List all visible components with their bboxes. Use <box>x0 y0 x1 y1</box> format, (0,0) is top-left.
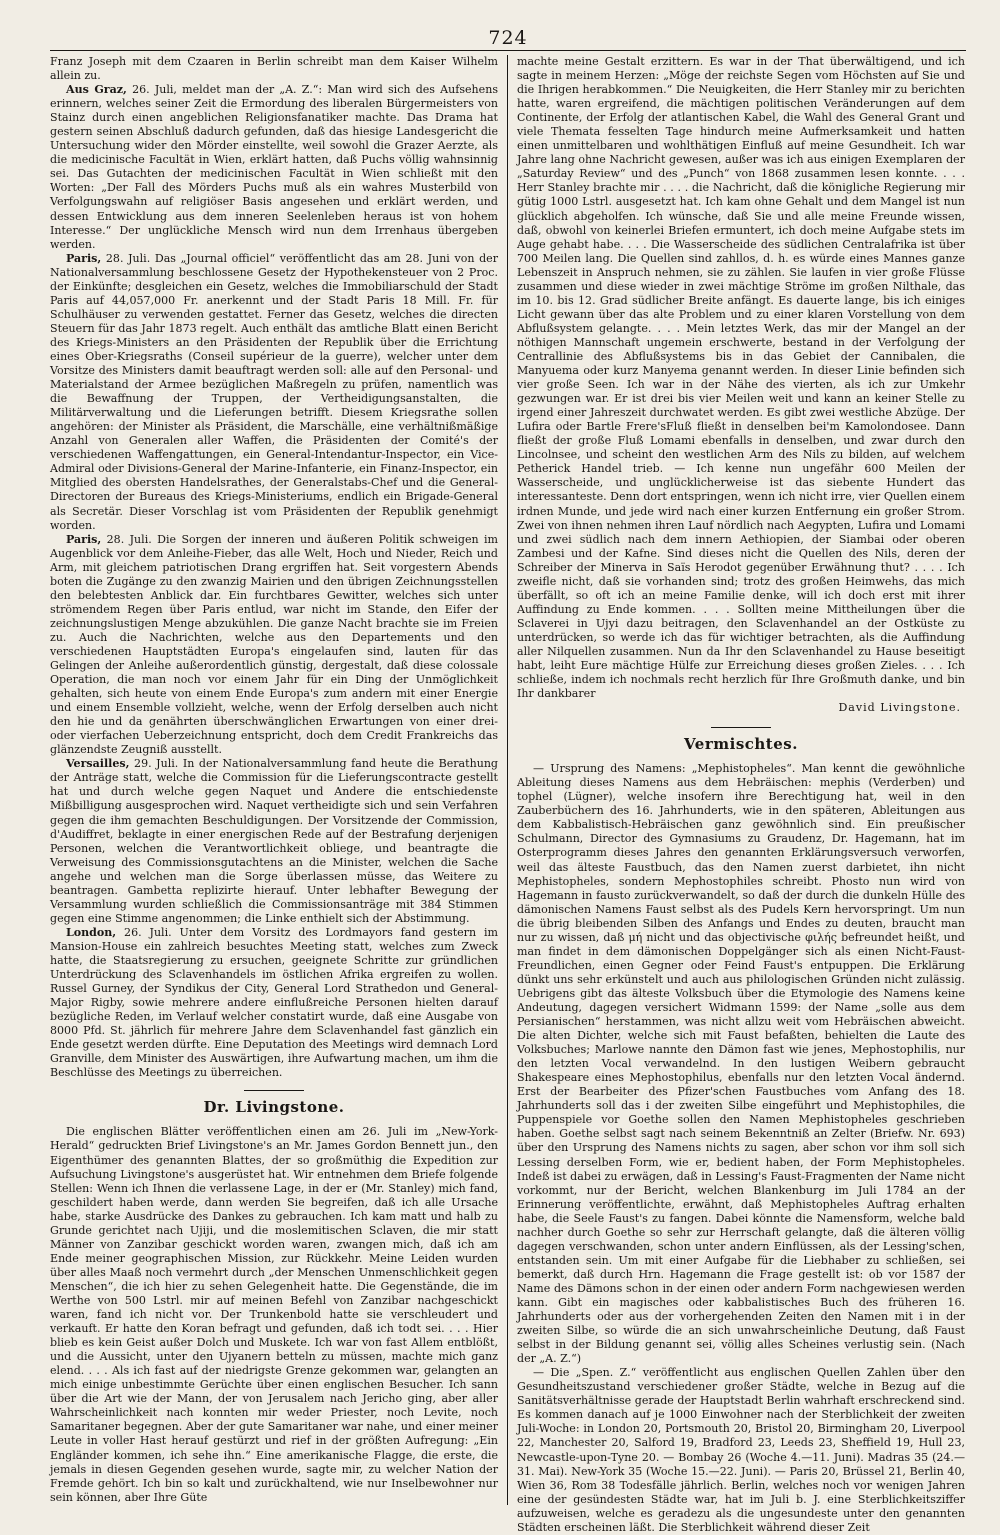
section-heading-vermischtes: Vermischtes. <box>684 735 798 754</box>
page-number: 724 <box>488 27 528 49</box>
dateline-paris-2: Paris, <box>66 532 102 546</box>
dateline-london: London, <box>66 925 117 939</box>
section-rule-livingstone <box>244 1090 304 1091</box>
london-text: 26. Juli. Unter dem Vorsitz des Lordmayors fand gestern im Mansion-House ein zahlreich besuchtes Meeting statt, welches zum Zweck hatte, die Staatsregierung zu ersuchen, geeignete Schritte zur gründlichen Unterdrückung des Sclavenhandels im östlichen Afrika ergreifen zu wollen. Russel Gurney, der Syndikus der City, General Lord Strathedon und General-Major Rigby, sowie mehrere andere einflußreiche Personen hielten darauf bezügliche Reden, im Verlauf welcher constatirt wurde, daß eine Ausgabe von 8000 Pfd. St. jährlich für mehrere Jahre dem Sclavenhandel fast gänzlich ein Ende gesetzt werden dürfte. Eine Deputation des Meetings wird demnach Lord Granville, dem Minister des Auswärtigen, ihre Aufwartung machen, um ihm die Beschlüsse des Meetings zu überreichen. <box>50 925 498 1080</box>
left-paragraph-1: Franz Joseph mit dem Czaaren in Berlin schreibt man dem Kaiser Wilhelm allein zu. <box>50 55 498 83</box>
versailles-text: 29. Juli. In der Nationalversammlung fand heute die Berathung der Anträge statt, welche die Commission für die Lieferungscontracte gestellt hat und durch welche gegen Naquet und Andere die entschiedenste Mißbilligung ausgesprochen wird. Naquet vertheidigte sich und sein Verfahren gegen die ihm gemachten Beschuldigungen. Der Vorsitzende der Commission, d'Audiffret, beklagte in einer energischen Rede auf der Bestrafung derjenigen Personen, welchen die Verantwortlichkeit obliege, und beantragte die Verweisung des Commissionsgutachtens an die Minister, welchen die Sache angehe und welchen man die Sorge überlassen müsse, das Weitere zu beantragen. Gambetta replizirte hierauf. Unter lebhafter Bewegung der Versammlung wurden schließlich die Commissionsanträge mit 384 Stimmen gegen eine Stimme angenommen; die Linke enthielt sich der Abstimmung. <box>50 757 498 925</box>
mephistopheles-article: — Ursprung des Namens: „Mephistopheles“. Man kennt die gewöhnliche Ableitung dieses Namens aus dem Hebräischen: mephis (Verderben) und tophel (Lügner), welche insofern ihre Berechtigung hat, weil in den Zauberbüchern des 16. Jahrhunderts, wie in den späteren, Ableitungen aus dem Kabbalistisch-Hebräischen ganz gewöhnlich sind. Ein preußischer Schulmann, Director des Gymnasiums zu Graudenz, Dr. Hagemann, hat im Osterprogramm dieses Jahres den genannten Erklärungsversuch verworfen, weil das älteste Faustbuch, das den Namen zuerst darbietet, ihn nicht Mephistopheles, sondern Mephostophiles schreibt. Phosto nun wird von Hagemann in fausto zurückverwandelt, so daß der durch die dunkeln Hülle des dämonischen Namens Faust selbst als des Pudels Kern hervorspringt. Um nun die übrig bleibenden Silben des Anfangs und Endes zu deuten, braucht man nur zu wissen, daß μή nicht und das objectivische φιλής befreundet heißt, und man findet in dem dämonischen Doppelgänger sich als einen Nicht-Faust-Freundlichen, einen Gegner oder Feind Faust's entpuppen. Die Erklärung dünkt uns sehr erkünstelt und auch aus philologischen Gründen nicht zulässig. Uebrigens gibt das älteste Volksbuch über die Etymologie des Namens keine Andeutung, dagegen versichert Widmann 1599: der Name „solle aus dem Persianischen“ herstammen, was nicht allzu weit vom Hebräischen abweicht. Die alten Dichter, welche sich mit Faust befaßten, behielten die Laute des Volksbuches; Marlowe nannte den Dämon fast wie jenes, Mephostophilis, nur den letzten Vocal verwandelnd. In den lustigen Weibern gebraucht Shakespeare eines Mephostophilus, ebenfalls nur den letzten Vocal ändernd. Erst der Bearbeiter des Pfizer'schen Faustbuches vom Anfang des 18. Jahrhunderts soll das i der zweiten Silbe eingeführt und Mephistophiles, die Puppenspiele vor Goethe sollen den Namen Mephistopheles geschrieben haben. Goethe selbst sagt nach seinem Bekenntniß an Zelter (Briefw. Nr. 693) über den Ursprung des Namens nichts zu sagen, aber schon vor ihm soll sich Lessing derselben Form, wie er, bedient haben, der Form Mephistopheles. Indeß ist dabei zu erwägen, daß in Lessing's Faust-Fragmenten der Name nicht vorkommt, nur der Bericht, welchen Blankenburg im Juli 1784 an der Erinnerung veröffentlichte, erwähnt, daß Mephistopheles Auftrag erhalten habe, die Seele Faust's zu fangen. Dabei könnte die Namensform, welche bald nachher durch Goethe so sehr zur Herrschaft gelangte, daß die älteren völlig dagegen verschwanden, schon unter andern Einflüssen, als der Lessing'schen, entstanden sein. Um mit einer Aufgabe für die Liebhaber zu schließen, sei bemerkt, daß durch Hrn. Hagemann die Frage gestellt ist: ob vor 1587 der Name des Dämons schon in der einen oder andern Form nachgewiesen werden kann. Gibt ein magisches oder kabbalistisches Buch des früheren 16. Jahrhunderts oder aus der vorhergehenden Zeiten den Namen mit i in der zweiten Silbe, so würde die an sich unwahrscheinliche Deutung, daß Faust selbst in der Bildung genannt sei, völlig alles Scheines verlustig sein. (Nach der „A. Z.“) <box>517 762 965 1366</box>
paris-text-1: 28. Juli. Das „Journal officiel“ veröffentlicht das am 28. Juni von der Nationalversammlung beschlossene Gesetz der Hypothekensteuer von 2 Proc. der Einkünfte; desgleichen ein Gesetz, welches die Immobiliarschuld der Stadt Paris auf 44,057,000 Fr. anerkennt und der Stadt Paris 18 Mill. Fr. für Schulhäuser zu verwenden gestattet. Ferner das Gesetz, welches die directen Steuern für das Jahr 1873 regelt. Auch enthält das amtliche Blatt einen Bericht des Kriegs-Ministers an den Präsidenten der Republik über die Errichtung eines Ober-Kriegsraths (Conseil supérieur de la guerre), welcher unter dem Vorsitze des Ministers damit beauftragt werden soll: alle auf den Personal- und Materialstand der Armee bezüglichen Maßregeln zu prüfen, namentlich was die Bewaffnung der Truppen, der Vertheidigungsanstalten, die Militärverwaltung und die Lieferungen betrifft. Diesem Kriegsrathe sollen angehören: der Minister als Präsident, die Marschälle, eine verhältnißmäßige Anzahl von Generalen aller Waffen, die Präsidenten der Comité's der verschiedenen Waffengattungen, ein General-Intendantur-Inspector, ein Vice-Admiral oder Divisions-General der Marine-Infanterie, ein Finanz-Inspector, ein Mitglied des obersten Handelsrathes, der Generalstabs-Chef und die General-Directoren der Bureaus des Kriegs-Ministeriums, endlich ein Brigade-General als Secretär. Dieser Vorschlag ist vom Präsidenten der Republik genehmigt worden. <box>50 251 498 532</box>
right-column <box>508 55 965 1534</box>
graz-report <box>50 83 498 252</box>
london-report <box>50 926 498 1081</box>
graz-text: 26. Juli, meldet man der „A. Z.“: Man wird sich des Aufsehens erinnern, welches seiner Zeit die Ermordung des liberalen Bürgermeisters von Stainz durch einen angeblichen Religionsfanatiker machte. Das Drama hat gestern seinen Abschluß dadurch gefunden, daß das hiesige Landesgericht die Untersuchung wider den Mörder einstellte, weil sowohl die Grazer Aerzte, als die medicinische Facultät in Wien, erklärt hatten, daß Puchs völlig wahnsinnig sei. Das Gutachten der medicinischen Facultät in Wien schließt mit den Worten: „Der Fall des Mörders Puchs muß als ein wahres Musterbild von Verfolgungswahn auf religiöser Basis angesehen und erklärt werden, und dessen Entwicklung aus dem inneren Seelenleben heraus ist von hohem Interesse.“ Der unglückliche Mensch wird nun dem Irrenhaus übergeben werden. <box>50 83 498 251</box>
paris-text-2: 28. Juli. Die Sorgen der inneren und äußeren Politik schweigen im Augenblick vor dem Anleihe-Fieber, das alle Welt, Hoch und Nieder, Reich und Arm, mit gleichem patriotischen Drang ergriffen hat. Seit vorgestern Abends boten die Zugänge zu den zwanzig Mairien und den übrigen Zeichnungsstellen den belebtesten Anblick dar. Ein furchtbares Gewitter, welches sich unter strömendem Regen über Paris entlud, war nicht im Stande, den Eifer der zeichnungslustigen Menge abzukühlen. Die ganze Nacht brachte sie im Freien zu. Auch die Nachrichten, welche aus den Departements und den verschiedenen Hauptstädten Europa's eingelaufen sind, lauten für das Gelingen der Anleihe außerordentlich günstig, dergestalt, daß diese colossale Operation, die man noch vor einem Jahr für ein Ding der Unmöglichkeit gehalten, sich heute von einem Ende Europa's zum andern mit einer Energie und einem Ensemble vollzieht, welche, wenn der Erfolg derselben auch nicht den hie und da genährten überschwänglichen Erwartungen von einer drei- oder vierfachen Ueberzeichnung entspricht, doch dem Credit Frankreichs das glänzendste Zeugniß ausstellt. <box>50 532 499 757</box>
dateline-versailles: Versailles, <box>66 757 130 771</box>
columns <box>50 55 966 1534</box>
livingstone-letter-part-1: Die englischen Blätter veröffentlichen einen am 26. Juli im „New-York-Herald“ gedruckten Brief Livingstone's an Mr. James Gordon Bennett jun., den Eigenthümer des genannten Blattes, der so großmüthig die Expedition zur Aufsuchung Livingstone's ausgerüstet hat. Wir entnehmen dem Briefe folgende Stellen: Wenn ich Ihnen die verlassene Lage, in der er (Mr. Stanley) mich fand, geschildert haben werde, dann werden Sie begreifen, daß ich alle Ursache habe, starke Ausdrücke des Dankes zu gebrauchen. Ich kam matt und halb zu Grunde gerichtet nach Ujiji, und die moslemitischen Sclaven, die mir statt Männer von Zanzibar geschickt worden waren, zwangen mich, daß ich am Ende meiner geographischen Mission, zur Rückkehr. Meine Leiden wurden über alles Maaß noch vermehrt durch „der Menschen Unmenschlichkeit gegen Menschen“, die ich hier zu sehen Gelegenheit hatte. Die Gegenstände, die im Werthe von 500 Lstrl. mir auf meinen Befehl von Zanzibar nachgeschickt waren, fand ich nicht vor. Der Trunkenbold hatte sie verschleudert und verkauft. Er hatte den Koran befragt und gefunden, daß ich todt sei. . . . Hier blieb es kein Geist außer Dolch und Muskete. Ich war von fast Allem entblößt, und die Aussicht, unter den Ujyanern betteln zu müssen, machte mich ganz elend. . . . Als ich fast auf der niedrigste Grenze gekommen war, gelangten an mich einige unbestimmte Gerüchte über einen englischen Besucher. Ich sann über die Art wie der Mann, der von Jerusalem nach Jericho ging, aber aller Wahrscheinlichkeit nach konnten mir weder Priester, noch Levite, noch Samaritaner begegnen. Aber der gute Samaritaner war nahe, und einer meiner Leute in voller Hast herauf gestürzt und rief in der größten Aufregung: „Ein Engländer kommen, ich sehe ihn.“ Eine amerikanische Flagge, die erste, die jemals in diesen Gegenden gesehen wurde, sagte mir, zu welcher Nation der Fremde gehört. Ich bin so kalt und zurückhaltend, wie nur Inselbewohner nur sein können, aber Ihre Güte <box>50 1125 498 1504</box>
section-rule-vermischtes <box>711 727 771 728</box>
mortality-article: — Die „Spen. Z.“ veröffentlicht aus englischen Quellen Zahlen über den Gesundheitszustand verschiedener großer Städte, welche in Bezug auf die Sanitätsverhältnisse gerade der Hauptstadt Berlin wahrhaft erschreckend sind. Es kommen danach auf je 1000 Einwohner nach der Sterblichkeit der zweiten Juli-Woche: in London 20, Portsmouth 20, Bristol 20, Birmingham 20, Liverpool 22, Manchester 20, Salford 19, Bradford 23, Leeds 23, Sheffield 19, Hull 23, Newcastle-upon-Tyne 20. — Bombay 26 (Woche 4.—11. Juni). Madras 35 (24.—31. Mai). New-York 35 (Woche 15.—22. Juni). — Paris 20, Brüssel 21, Berlin 40, Wien 36, Rom 38 Todesfälle jährlich. Berlin, welches noch vor wenigen Jahren eine der gesündesten Städte war, hat im Juli b. J. eine Sterblichkeitsziffer aufzuweisen, welche es geradezu als die ungesundeste unter den genannten Städten erscheinen läßt. Die Sterblichkeit während dieser Zeit <box>517 1366 965 1534</box>
dateline-paris-1: Paris, <box>66 251 102 265</box>
signature: David Livingstone. <box>838 701 961 715</box>
top-rule <box>50 50 966 51</box>
versailles-report <box>50 757 498 926</box>
section-heading-livingstone: Dr. Livingstone. <box>203 1098 345 1117</box>
dateline-graz: Aus Graz, <box>66 83 127 97</box>
paris-report-1 <box>50 252 498 533</box>
left-column <box>50 55 507 1505</box>
livingstone-letter-part-2: machte meine Gestalt erzittern. Es war in der That überwältigend, und ich sagte in meinem Herzen: „Möge der reichste Segen vom Höchsten auf Sie und die Ihrigen herabkommen.“ Die Neuigkeiten, die Herr Stanley mir zu berichten hatte, waren ergreifend, die mächtigen politischen Veränderungen auf dem Continente, der Erfolg der atlantischen Kabel, die Wahl des General Grant und viele Themata fesselten Tage hindurch meine Aufmerksamkeit und hatten einen unmittelbaren und wohlthätigen Einfluß auf meine Gesundheit. Ich war Jahre lang ohne Nachricht gewesen, außer was ich aus einigen Exemplaren der „Saturday Review“ und des „Punch“ von 1868 zusammen lesen konnte. . . . Herr Stanley brachte mir . . . . die Nachricht, daß die königliche Regierung mir gütig 1000 Lstrl. ausgesetzt hat. Ich kam ohne Gehalt und dem Mangel ist nun glücklich abgeholfen. Ich wünsche, daß Sie und alle meine Freunde wissen, daß, obwohl von keinerlei Briefen ermuntert, ich doch meine Aufgabe stets im Auge gehabt habe. . . . Die Wasserscheide des südlichen Centralafrika ist über 700 Meilen lang. Die Quellen sind zahllos, d. h. es würde eines Mannes ganze Lebenszeit in Anspruch nehmen, sie zu zählen. Sie laufen in vier große Flüsse zusammen und diese wieder in zwei mächtige Ströme im großen Nilthale, das im 10. bis 12. Grad südlicher Breite anfängt. Es dauerte lange, bis ich einiges Licht gewann über das alte Problem und zu einer klaren Vorstellung von dem Abflußsystem gelangte. . . . Mein letztes Werk, das mir der Mangel an der nöthigen Mannschaft ungemein erschwerte, bestand in der Verfolgung der Centrallinie des Abflußsystems bis in das Gebiet der Cannibalen, die Manyuema oder kurz Manyema genannt werden. In dieser Linie befinden sich vier große Seen. Ich war in der Nähe des vierten, als ich zur Umkehr gezwungen war. Er ist drei bis vier Meilen weit und kann an keiner Stelle zu irgend einer Jahreszeit durchwatet werden. Es gibt zwei westliche Abzüge. Der Lufira oder Bartle Frere'sFluß fließt in denselben bei'm Kamolondosee. Dann fließt der große Fluß Lomami ebenfalls in denselben, und zwar durch den Lincolnsee, und scheint den westlichen Arm des Nils zu bilden, auf welchem Petherick Handel trieb. — Ich kenne nun ungefähr 600 Meilen der Wasserscheide, und unglücklicherweise ist das siebente Hundert das interessanteste. Denn dort entspringen, wenn ich nicht irre, vier Quellen einem irdnen Munde, und jede wird nach einer kurzen Entfernung ein großer Strom. Zwei von ihnen nehmen ihren Lauf nördlich nach Aegypten, Lufira und Lomami und zwei südlich nach dem innern Aethiopien, der Siambai oder oberen Zambesi und der Kafne. Sind dieses nicht die Quellen des Nils, deren der Schreiber der Minerva in Saïs Herodot gegenüber Erwähnung thut? . . . . Ich zweifle nicht, daß sie vorhanden sind; trotz des großen Heimwehs, das mich überfällt, so oft ich an meine Familie denke, will ich doch erst mit ihrer Auffindung zu Ende kommen. . . . Sollten meine Mittheilungen über die Sclaverei in Ujyi dazu beitragen, den Sclavenhandel an der Ostküste zu unterdrücken, so werde ich das für wichtiger betrachten, als die Auffindung aller Nilquellen zusammen. Nun da Ihr den Sclavenhandel zu Hause beseitigt habt, leiht Eure mächtige Hülfe zur Erreichung dieses großen Zieles. . . . Ich schließe, indem ich nochmals recht herzlich für Ihre Großmuth danke, und bin Ihr dankbarer <box>517 55 965 701</box>
paris-report-2 <box>50 533 498 758</box>
